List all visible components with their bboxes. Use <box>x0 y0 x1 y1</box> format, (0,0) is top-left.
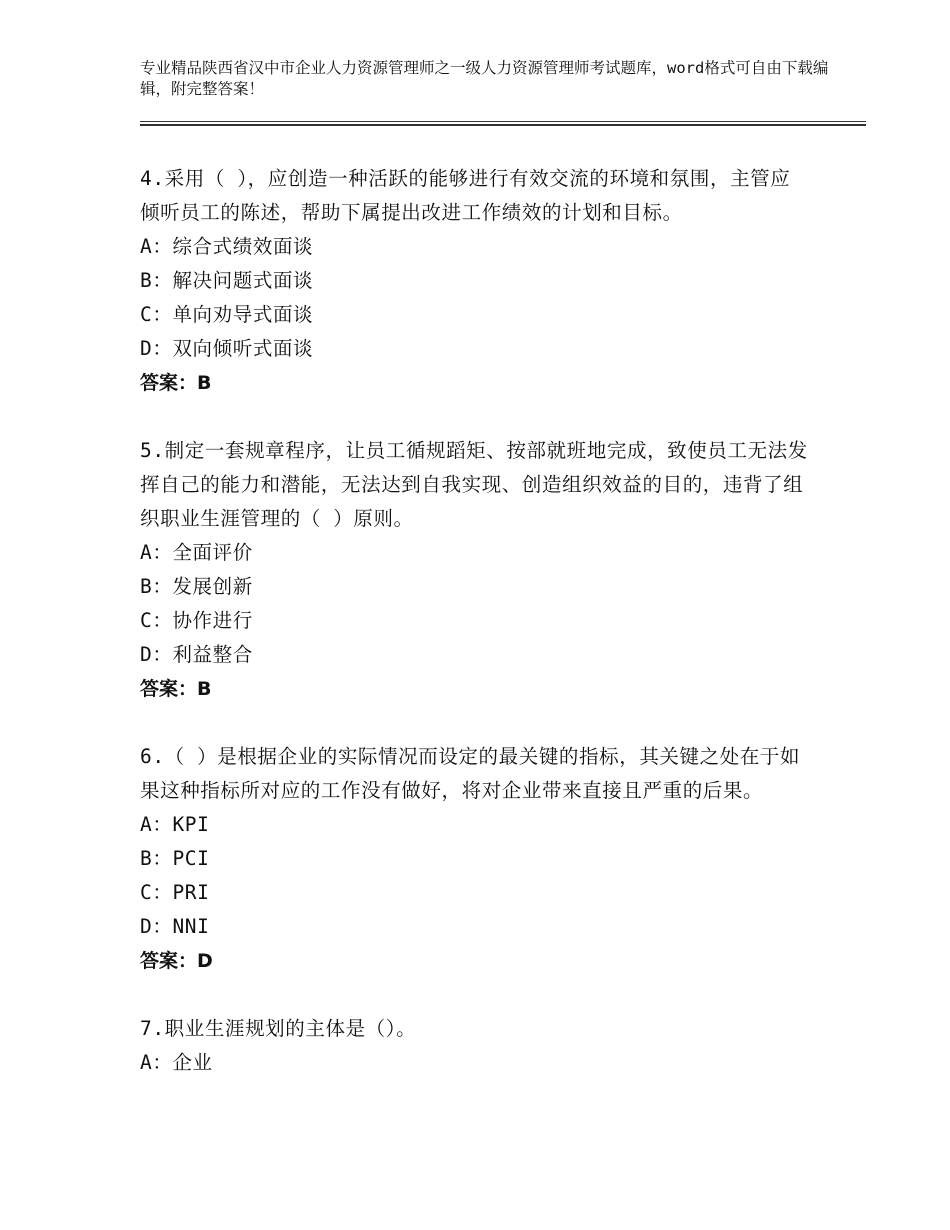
option-d: D：利益整合 <box>140 643 253 666</box>
option-c: C：PRI <box>140 881 210 904</box>
option-d: D：NNI <box>140 915 210 938</box>
question-stem: 5.制定一套规章程序，让员工循规蹈矩、按部就班地完成，致使员工无法发挥自己的能力和潜能，无法达到自我实现、创造组织效益的目的，违背了组织职业生涯管理的（ ）原则。 <box>140 439 808 530</box>
option-a: A：全面评价 <box>140 541 253 564</box>
option-b: B：PCI <box>140 847 210 870</box>
option-c: C：协作进行 <box>140 609 253 632</box>
option-b: B：发展创新 <box>140 575 253 598</box>
question-4 <box>140 162 810 400</box>
question-stem: 6.（ ）是根据企业的实际情况而设定的最关键的指标，其关键之处在于如果这种指标所对应的工作没有做好，将对企业带来直接且严重的后果。 <box>140 745 801 802</box>
option-b: B：解决问题式面谈 <box>140 269 314 292</box>
question-list <box>140 162 810 1114</box>
header-divider <box>140 121 866 126</box>
question-stem: 7.职业生涯规划的主体是（）。 <box>140 1017 417 1040</box>
question-7 <box>140 1012 810 1080</box>
answer-text: 答案：B <box>140 372 212 394</box>
question-5 <box>140 434 810 706</box>
option-c: C：单向劝导式面谈 <box>140 303 314 326</box>
answer-text: 答案：D <box>140 950 213 972</box>
option-a: A：KPI <box>140 813 210 836</box>
option-a: A：企业 <box>140 1051 213 1074</box>
answer-text: 答案：B <box>140 678 212 700</box>
document-title: 专业精品陕西省汉中市企业人力资源管理师之一级人力资源管理师考试题库，word格式可自由下载编辑，附完整答案！ <box>140 59 829 98</box>
question-stem: 4.采用（ ），应创造一种活跃的能够进行有效交流的环境和氛围，主管应倾听员工的陈述，帮助下属提出改进工作绩效的计划和目标。 <box>140 167 791 224</box>
document-header <box>140 58 830 100</box>
question-6 <box>140 740 810 978</box>
option-a: A：综合式绩效面谈 <box>140 235 314 258</box>
option-d: D：双向倾听式面谈 <box>140 337 314 360</box>
